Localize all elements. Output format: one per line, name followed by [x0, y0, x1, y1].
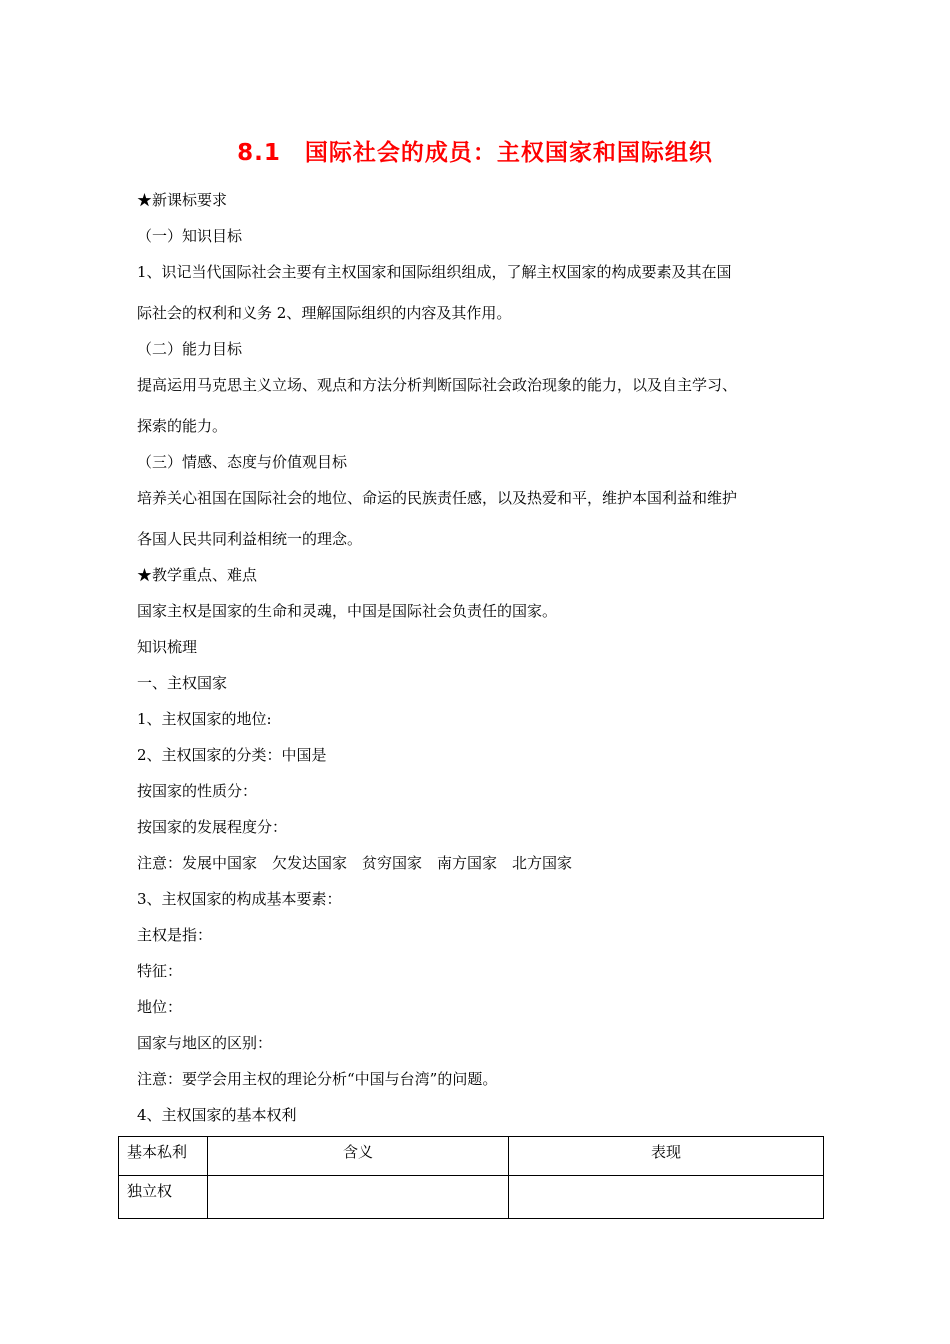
list-item: 特征：	[137, 962, 183, 980]
section-heading-knowledge: 知识梳理	[137, 638, 198, 656]
rights-table	[118, 1136, 824, 1219]
table-header-cell: 表现	[509, 1137, 824, 1176]
list-item: 按国家的发展程度分：	[137, 818, 288, 836]
note-line: 注意：发展中国家 欠发达国家 贫穷国家 南方国家 北方国家	[137, 854, 573, 872]
table-header-row	[119, 1137, 824, 1176]
list-item: 主权是指：	[137, 926, 213, 944]
table-cell	[509, 1176, 824, 1219]
section-heading-curriculum: ★新课标要求	[137, 191, 228, 209]
table-cell	[208, 1176, 509, 1219]
list-item: 3、主权国家的构成基本要素：	[137, 890, 342, 908]
list-item: 按国家的性质分：	[137, 782, 258, 800]
list-item: 地位：	[137, 998, 183, 1016]
subheading-attitude-goals: （三）情感、态度与价值观目标	[137, 453, 348, 471]
section-heading-key-points: ★教学重点、难点	[137, 566, 258, 584]
paragraph-line: 培养关心祖国在国际社会的地位、命运的民族责任感，以及热爱和平，维护本国利益和维护	[137, 489, 738, 507]
paragraph-line: 各国人民共同利益相统一的理念。	[137, 530, 363, 548]
subheading-sovereign-state: 一、主权国家	[137, 674, 228, 692]
table-header-cell: 基本私利	[119, 1137, 208, 1176]
table-header-cell: 含义	[208, 1137, 509, 1176]
table-cell: 独立权	[119, 1176, 208, 1219]
subheading-ability-goals: （二）能力目标	[137, 340, 243, 358]
note-line: 注意：要学会用主权的理论分析“中国与台湾”的问题。	[137, 1070, 498, 1088]
paragraph-line: 探索的能力。	[137, 417, 228, 435]
paragraph-line: 1、识记当代国际社会主要有主权国家和国际组织组成，了解主权国家的构成要素及其在国	[137, 263, 732, 281]
paragraph-line: 际社会的权利和义务 2、理解国际组织的内容及其作用。	[137, 304, 512, 322]
list-item: 国家与地区的区别：	[137, 1034, 273, 1052]
list-item: 1、主权国家的地位:	[137, 710, 272, 728]
list-item: 2、主权国家的分类：中国是	[137, 746, 327, 764]
subheading-knowledge-goals: （一）知识目标	[137, 227, 243, 245]
table-row	[119, 1176, 824, 1219]
paragraph-line: 提高运用马克思主义立场、观点和方法分析判断国际社会政治现象的能力，以及自主学习、	[137, 376, 738, 394]
paragraph-line: 国家主权是国家的生命和灵魂，中国是国际社会负责任的国家。	[137, 602, 558, 620]
page-title: 8.1 国际社会的成员：主权国家和国际组织	[237, 140, 713, 166]
list-item: 4、主权国家的基本权利	[137, 1106, 297, 1124]
